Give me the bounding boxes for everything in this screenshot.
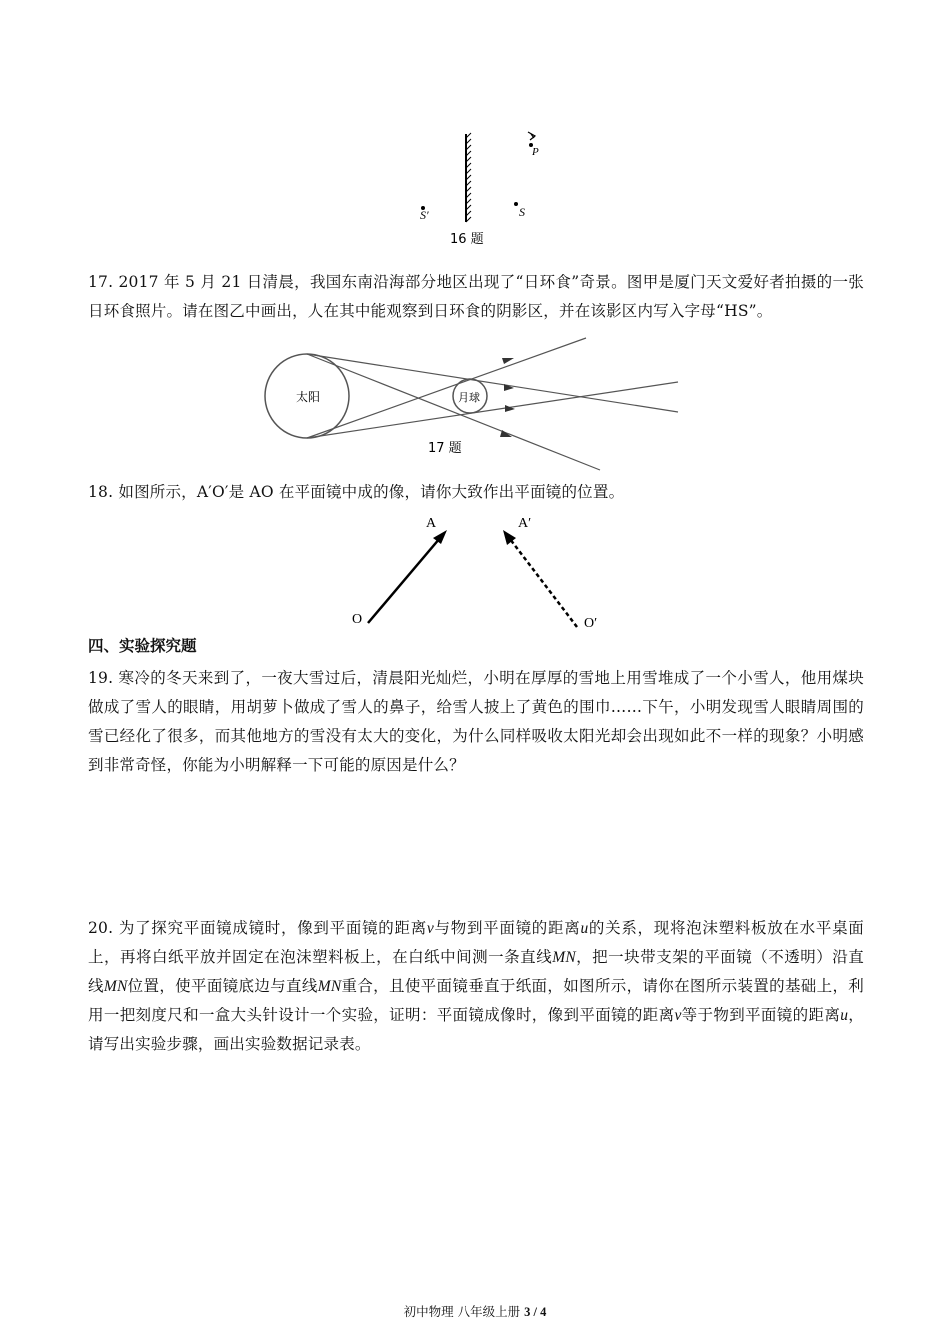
q20-var-mn: MN [552, 949, 576, 966]
page-footer [0, 1302, 950, 1320]
q20-var-u: u [580, 920, 589, 937]
label-s: S [519, 205, 525, 219]
eye-icon [528, 132, 535, 140]
figure-16 [400, 126, 560, 250]
label-o-prime: O′ [584, 616, 598, 631]
question-18: 18. 如图所示，A′O′是 AO 在平面镜中成的像，请你大致作出平面镜的位置。 [88, 483, 625, 501]
ray-arrows [500, 358, 515, 437]
label-a-prime: A′ [518, 516, 532, 531]
q20-text-6: 重合，且使平面镜垂直于纸面，如图所示，请你在图所示装置的基础上，利用一把刻度尺和一盒大头针设计一个实验，证明：平面镜成像时，像到平面镜的距离 [88, 977, 865, 1024]
q20-var-mn: MN [103, 978, 128, 995]
question-19: 19. 寒冷的冬天来到了，一夜大雪过后，清晨阳光灿烂，小明在厚厚的雪地上用雪堆成了一个小雪人，他用煤块做成了雪人的眼睛，用胡萝卜做成了雪人的鼻子，给雪人披上了黄色的围巾……下午，小明发现雪人眼睛周围的雪已经化了很多，而其他地方的雪没有太大的变化，为什么同样吸收太阳光却会出现如此不一样的现象？小明感到非常奇怪，你能为小明解释一下可能的原因是什么？ [88, 669, 864, 774]
q20-text-2: 与物到平面镜的距离 [434, 919, 581, 937]
q20-var-mn: MN [317, 978, 342, 995]
question-17: 17. 2017 年 5 月 21 日清晨，我国东南沿海部分地区出现了“日环食”奇景。图甲是厦门天文爱好者拍摄的一张日环食照片。请在图乙中画出，人在其中能观察到日环食的阴影区，并在该影区内写入字母“HS”。 [88, 273, 864, 320]
light-rays [307, 338, 678, 470]
figure-17 [262, 334, 682, 474]
q20-text-4: ，把一块带支架的平面镜（不透明）沿直线 [88, 948, 864, 995]
label-o: O [352, 612, 363, 627]
figure-18 [340, 510, 610, 632]
q20-text-3: 的关系，现将泡沫塑料板放在水平桌面上，再将白纸平放并固定在泡沫塑料板上，在白纸中间测一条直线 [88, 919, 864, 966]
arrow-ao [368, 538, 440, 623]
label-a: A [426, 516, 437, 531]
q20-var-v: v [674, 1007, 682, 1024]
sun-label: 太阳 [296, 390, 321, 404]
q20-var-v: v [426, 920, 435, 937]
figure-16-caption: 16 题 [450, 232, 484, 247]
q20-text-8: ，请写出实验步骤，画出实验数据记录表。 [88, 1006, 864, 1053]
section-heading: 四、实验探究题 [88, 637, 197, 655]
q20-text-7: 等于物到平面镜的距离 [681, 1006, 841, 1024]
label-s-image: S′ [420, 208, 429, 222]
point-s [514, 202, 518, 206]
footer-page-number: 3 / 4 [524, 1305, 547, 1319]
figure-17-caption: 17 题 [428, 441, 462, 456]
q20-text-5: 位置，使平面镜底边与直线 [127, 977, 318, 995]
footer-course: 初中物理 八年级上册 [403, 1304, 525, 1319]
question-20 [88, 914, 864, 1059]
q20-var-u: u [840, 1007, 849, 1024]
label-p: P [532, 146, 539, 158]
q20-text-1: 20. 为了探究平面镜成镜时，像到平面镜的距离 [88, 919, 427, 937]
arrow-a-prime-o-prime [510, 539, 577, 627]
moon-label: 月球 [458, 391, 480, 404]
